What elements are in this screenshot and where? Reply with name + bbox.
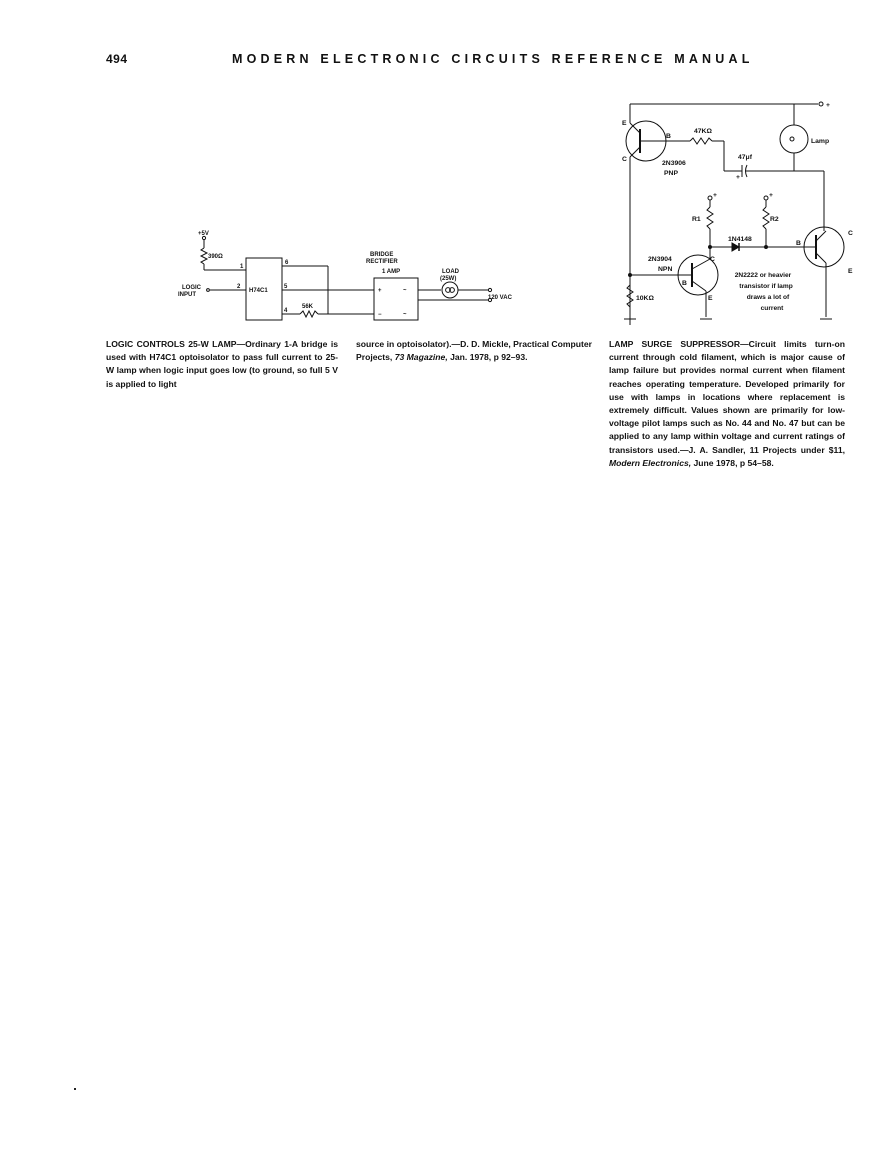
base-resistor-label: 47KΩ (694, 128, 712, 135)
rectifier-label-line2: RECTIFIER (366, 259, 398, 265)
ac-terminal-top (488, 288, 491, 291)
diode (732, 243, 739, 251)
r1-supply-label: + (713, 192, 717, 199)
caption-lamp-surge (609, 338, 845, 470)
lamp-label: Lamp (811, 138, 830, 145)
q2-base-label: B (682, 280, 687, 287)
q2-type-label: NPN (658, 266, 673, 273)
caption-logic-lamp-lead: LOGIC CONTROLS 25-W LAMP (106, 339, 237, 349)
rectifier-label-line3: 1 AMP (382, 269, 401, 275)
bottom-resistor-label: 10KΩ (636, 295, 654, 302)
rectifier-ac-bottom: ~ (403, 312, 407, 318)
scan-speck (74, 1088, 76, 1090)
r2-label: R2 (770, 216, 779, 223)
rectifier-label-line1: BRIDGE (370, 252, 394, 258)
q1-type-label: PNP (664, 170, 678, 177)
q2-collector-label: C (710, 256, 715, 263)
q3-note-line4: current (760, 305, 784, 312)
supply-label: +5V (198, 231, 209, 237)
q1-base-label: B (666, 133, 671, 140)
r1-label: R1 (692, 216, 701, 223)
caption-lamp-surge-pages: June 1978, p 54–58. (691, 457, 774, 468)
page-header (0, 52, 888, 72)
pin5-label: 5 (284, 284, 288, 290)
q3-base-label: B (796, 240, 801, 247)
caption-logic-lamp-col1 (106, 338, 338, 391)
q3-note-line2: transistor if lamp (739, 283, 793, 290)
load-label-line1: LOAD (442, 269, 459, 275)
pin2-label: 2 (237, 284, 241, 290)
capacitor-plus: + (736, 174, 740, 181)
r2-resistor (763, 207, 769, 229)
caption-lamp-surge-text: —Circuit limits turn-on current through cold filament, which is major cause of lamp failure but provides normal current when filament reaches operating temperature. Developed primarily for use with lamps in locations where replacement is extremely difficult. Values shown are primarily for low-voltage pilot lamps such as No. 44 and No. 47 but can be applied to any lamp within voltage and current ratings of transistors used.—J. A. Sandler, 11 Projects under $11, (609, 339, 845, 455)
caption-logic-lamp-source: 73 Magazine, (394, 352, 448, 363)
pin6-label: 6 (285, 260, 289, 266)
r2-supply-label: + (769, 192, 773, 199)
q3-emitter-label: E (848, 268, 853, 275)
page-number: 494 (106, 52, 128, 66)
caption-logic-lamp-cont: source in optoisolator).—D. D. Mickle, Practical Computer Projects, (356, 339, 592, 363)
lamp-surge-suppressor-diagram (606, 95, 862, 330)
q3-note-line3: draws a lot of (746, 294, 790, 301)
ac-source-label: 120 VAC (488, 295, 512, 301)
q2-emitter-label: E (708, 295, 713, 302)
logic-label-line1: LOGIC (182, 285, 201, 291)
input-resistor (201, 248, 207, 264)
bias-resistor (300, 311, 318, 317)
r1-supply-terminal (708, 196, 712, 200)
capacitor-label: 47μf (738, 154, 752, 161)
caption-logic-lamp-pages: Jan. 1978, p 92–93. (447, 352, 528, 363)
running-title: MODERN ELECTRONIC CIRCUITS REFERENCE MANUAL (232, 52, 754, 66)
caption-lamp-surge-lead: LAMP SURGE SUPPRESSOR (609, 339, 741, 349)
q1-emitter-label: E (622, 120, 627, 127)
supply-terminal (819, 102, 823, 106)
caption-lamp-surge-source: Modern Electronics, (609, 457, 692, 468)
q1-collector-label: C (622, 156, 627, 163)
supply-label: + (826, 102, 830, 109)
q3-collector-label: C (848, 230, 853, 237)
caption-logic-lamp-text: —Ordinary 1-A bridge is used with H74C1 optoisolator to pass full current to 25-W lamp when logic input goes low (to ground, so full 5 V is applied to light (106, 339, 338, 389)
logic-lamp-circuit-diagram (160, 226, 530, 330)
caption-logic-lamp-col2 (356, 338, 592, 364)
rectifier-ac-top: ~ (403, 288, 407, 294)
q3-note-line1: 2N2222 or heavier (734, 272, 792, 279)
bias-resistor-label: 56K (302, 304, 314, 310)
diode-label: 1N4148 (728, 236, 752, 243)
rectifier-minus: − (378, 312, 382, 318)
logic-label-line2: INPUT (178, 292, 196, 298)
q1-part-label: 2N3906 (662, 160, 686, 167)
rectifier-plus: + (378, 288, 382, 294)
pin4-label: 4 (284, 308, 288, 314)
pin1-label: 1 (240, 264, 244, 270)
logic-input-terminal (207, 289, 210, 292)
ic-label: H74C1 (249, 288, 268, 294)
r2-supply-terminal (764, 196, 768, 200)
q2-part-label: 2N3904 (648, 256, 672, 263)
load-label-line2: (25W) (440, 276, 457, 282)
r1-resistor (707, 207, 713, 229)
base-resistor (690, 138, 712, 144)
input-resistor-label: 390Ω (208, 254, 223, 260)
